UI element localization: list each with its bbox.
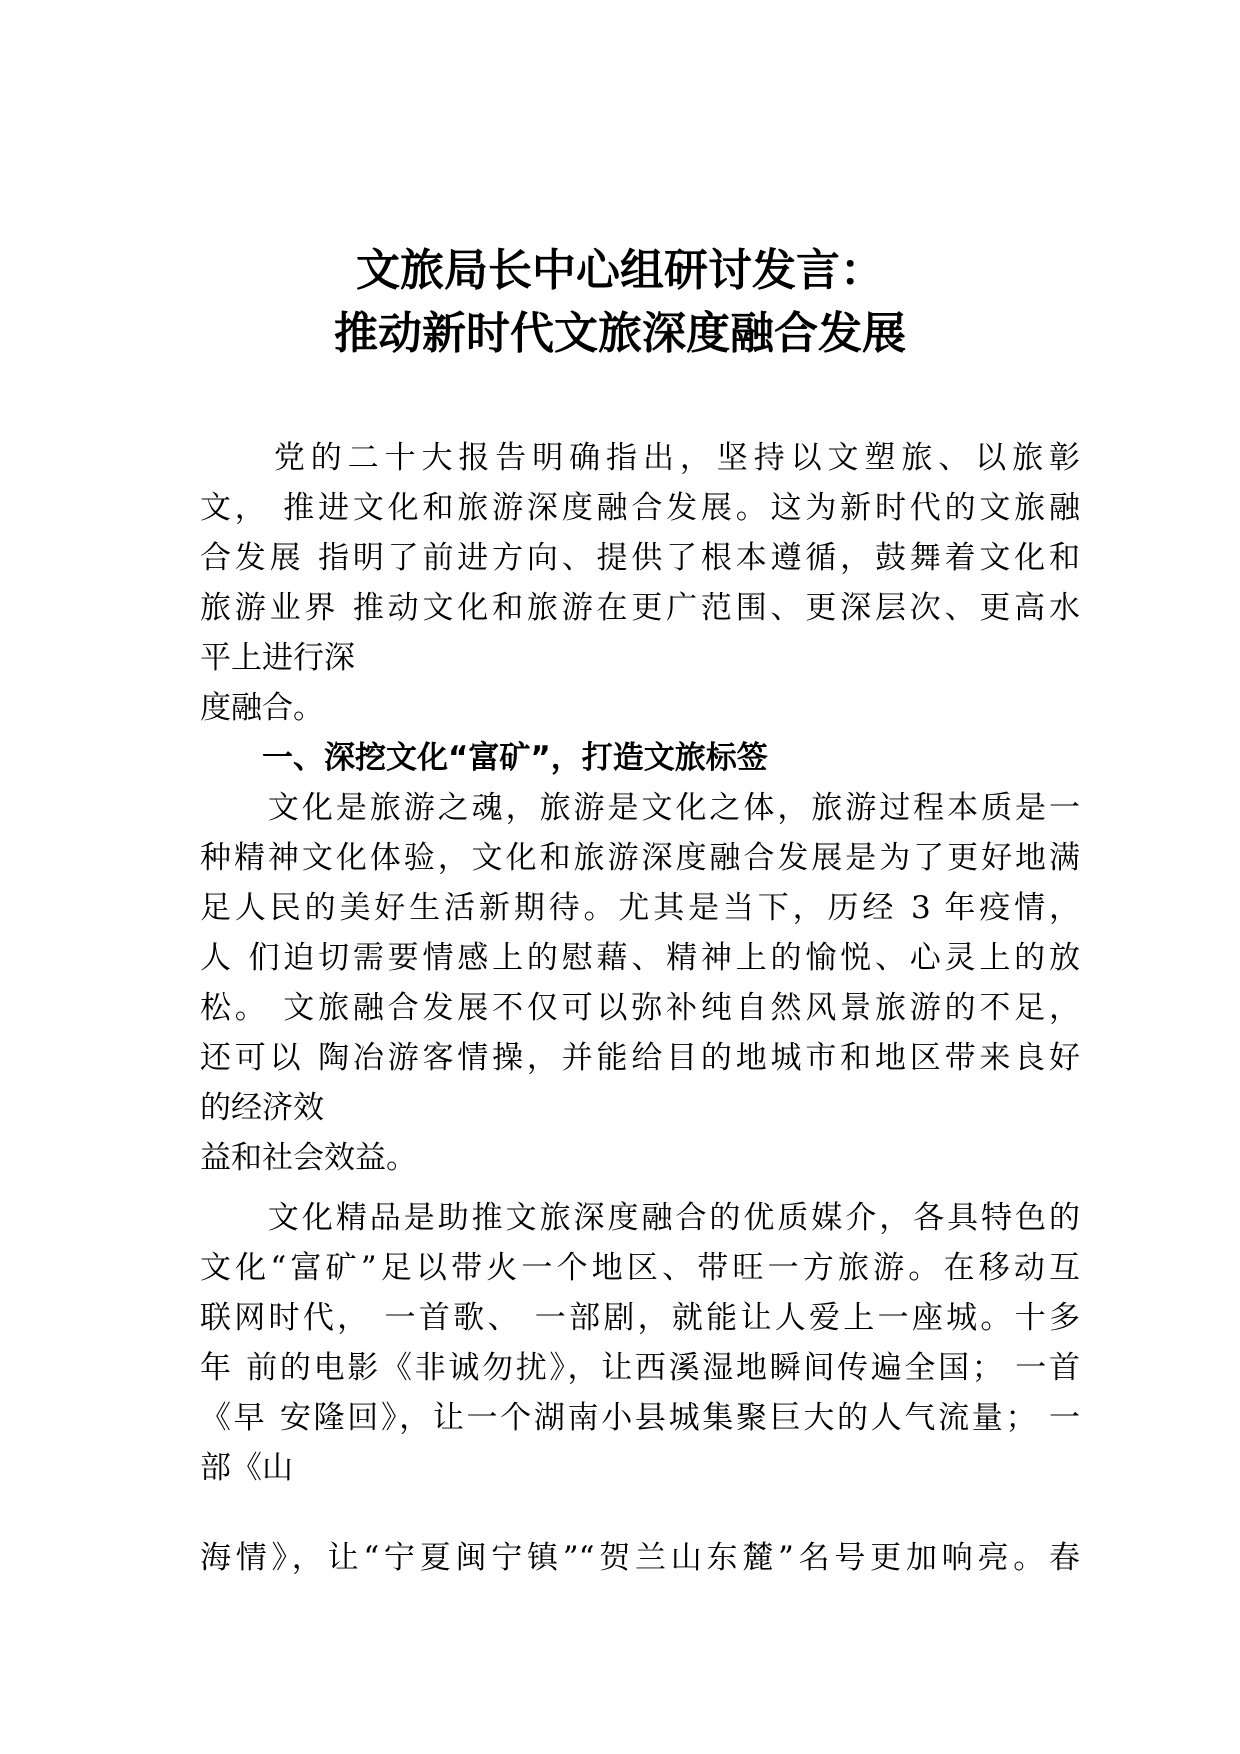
paragraph-line: 文， 推进文化和旅游深度融合发展。这为新时代的文旅融 [200,490,1080,526]
paragraph-line: 足人民的美好生活新期待。尤其是当下，历经 3 年疫情， [200,890,1080,926]
paragraph-line: 种精神文化体验，文化和旅游深度融合发展是为了更好地满 [200,840,1080,876]
paragraph-line: 文化“富矿”足以带火一个地区、带旺一方旅游。在移动互 [200,1250,1080,1286]
paragraph-line: 文化精品是助推文旅深度融合的优质媒介，各具特色的 [200,1200,1080,1236]
paragraph-line: 合发展 指明了前进方向、提供了根本遵循，鼓舞着文化和 [200,540,1080,576]
paragraph-line: 度融合。 [200,690,324,726]
paragraph-line: 《早 安隆回》，让一个湖南小县城集聚巨大的人气流量； 一 [200,1400,1080,1436]
paragraph-line: 联网时代， 一首歌、 一部剧，就能让人爱上一座城。十多 [200,1300,1080,1336]
paragraph-line: 的经济效 [200,1090,324,1126]
paragraph-line: 松。 文旅融合发展不仅可以弥补纯自然风景旅游的不足， [200,990,1080,1026]
paragraph-line: 益和社会效益。 [200,1140,417,1176]
paragraph-line: 旅游业界 推动文化和旅游在更广范围、更深层次、更高水 [200,590,1080,626]
paragraph-line: 人 们迫切需要情感上的慰藉、精神上的愉悦、心灵上的放 [200,940,1080,976]
paragraph-line: 文化是旅游之魂，旅游是文化之体，旅游过程本质是一 [200,790,1080,826]
paragraph-line: 还可以 陶冶游客情操，并能给目的地城市和地区带来良好 [200,1040,1080,1076]
paragraph-line: 平上进行深 [200,640,355,676]
document-title-line-1: 文旅局长中心组研讨发言： [356,245,884,296]
paragraph-line: 党的二十大报告明确指出，坚持以文塑旅、以旅彰 [200,440,1080,476]
paragraph-line: 海情》，让“宁夏闽宁镇”“贺兰山东麓”名号更加响亮。春 [200,1540,1080,1576]
paragraph-line: 年 前的电影《非诚勿扰》，让西溪湿地瞬间传遍全国； 一首 [200,1350,1080,1386]
section-heading: 一、深挖文化“富矿”，打造文旅标签 [262,740,768,776]
document-title-line-2: 推动新时代文旅深度融合发展 [334,308,906,359]
paragraph-line: 部《山 [200,1450,293,1486]
